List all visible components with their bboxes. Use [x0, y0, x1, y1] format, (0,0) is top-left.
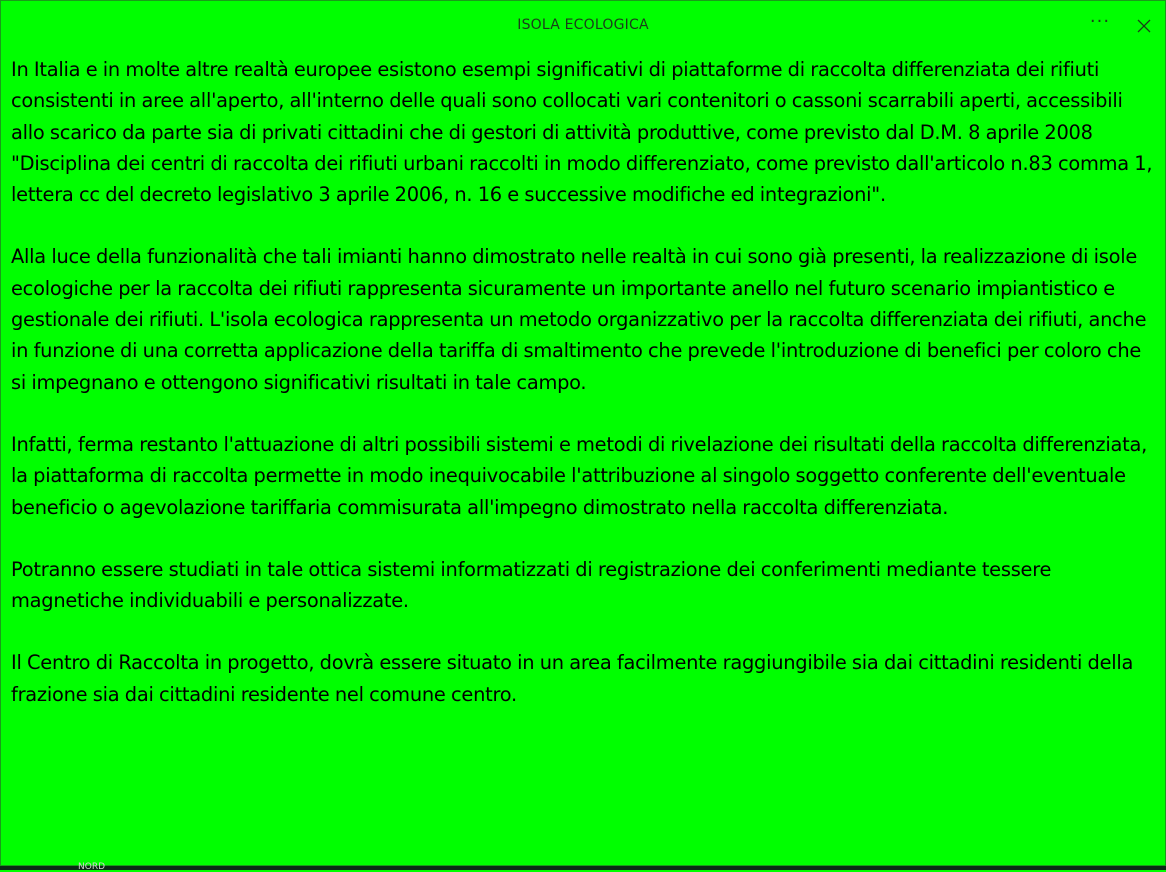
paragraph-5: Il Centro di Raccolta in progetto, dovrà essere situato in un area facilmente raggiungibile sia dai cittadini residenti della frazione sia dai cittadini residente nel comune centro. [11, 651, 1134, 706]
paragraph-1: In Italia e in molte altre realtà europee esistono esempi significativi di piattaforme di raccolta differenziata dei rifiuti consistenti in aree all'aperto, all'interno delle quali sono collocati vari contenitori o cassoni scarrabili aperti, accessibili allo scarico da parte sia di privati cittadini che di gestori di attività produttive, come previsto dal D.M. 8 aprile 2008 "Disciplina dei centri di raccolta dei rifiuti urbani raccolti in modo differenziato, come previsto dall'articolo n.83 comma 1, lettera cc del decreto legislativo 3 aprile 2006, n. 16 e successive modifiche ed integrazioni". [11, 58, 1153, 207]
window-title: ISOLA ECOLOGICA [517, 17, 649, 33]
close-icon [1136, 18, 1152, 34]
paragraph-3: Infatti, ferma restanto l'attuazione di altri possibili sistemi e metodi di rivelazione dei risultati della raccolta differenziata, la piattaforma di raccolta permette in modo inequivocabile l'attribuzione al singolo soggetto conferente dell'eventuale beneficio o agevolazione tariffaria commisurata all'impegno dimostrato nella raccolta differenziata. [11, 432, 1147, 519]
taskbar-partial-label: NORD [78, 862, 105, 872]
paragraph-4: Potranno essere studiati in tale ottica sistemi informatizzati di registrazione dei conferimenti mediante tessere magnetiche individuabili e personalizzate. [11, 557, 1052, 613]
more-options-button[interactable] [1084, 11, 1116, 41]
title-bar[interactable] [1, 1, 1165, 49]
more-horizontal-icon: ··· [1089, 11, 1111, 32]
close-button[interactable] [1128, 11, 1160, 41]
paragraph-2: Alla luce della funzionalità che tali imianti hanno dimostrato nelle realtà in cui sono già presenti, la realizzazione di isole ecologiche per la raccolta dei rifiuti rappresenta sicuramente un importante anello nel futuro scenario impiantistico e gestionale dei rifiuti. L'isola ecologica rappresenta un metodo organizzativo per la raccolta differenziata dei rifiuti, anche in funzione di una corretta applicazione della tariffa di smaltimento che prevede l'introduzione di benefici per coloro che si impegnano e ottengono significativi risultati in tale campo. [11, 245, 1147, 394]
article-body [11, 54, 1157, 741]
